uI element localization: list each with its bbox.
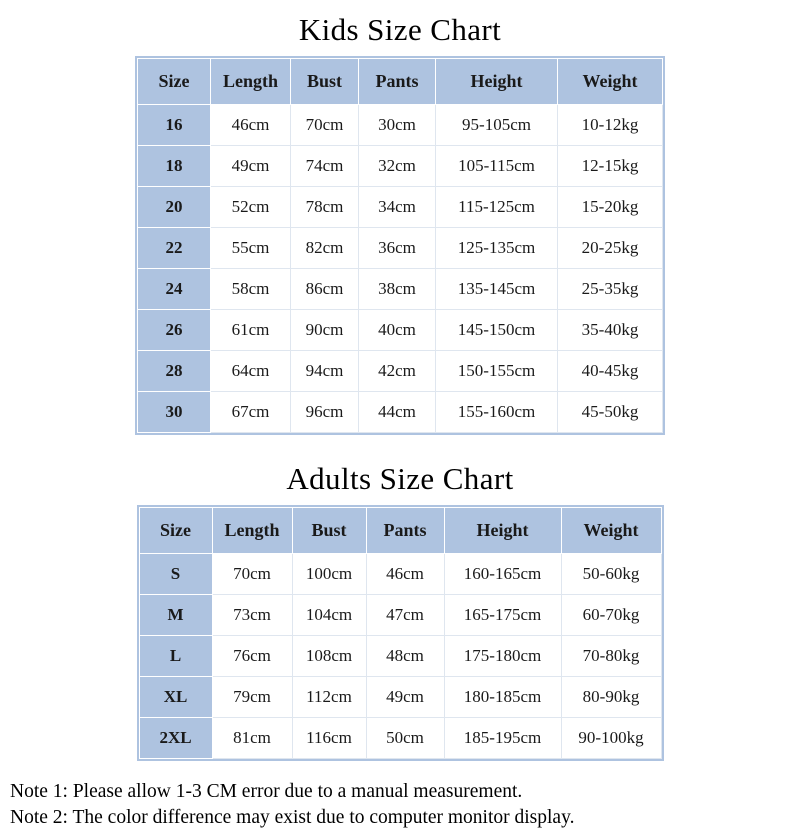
cell-size: 16 [138, 105, 211, 146]
cell-length: 46cm [211, 105, 291, 146]
cell-length: 76cm [212, 636, 292, 677]
note-measurement-error: Note 1: Please allow 1-3 CM error due to a manual measurement. [10, 781, 523, 802]
column-header-size: Size [139, 508, 212, 554]
cell-length: 81cm [212, 718, 292, 759]
cell-pants: 36cm [359, 228, 436, 269]
cell-height: 175-180cm [444, 636, 561, 677]
cell-bust: 112cm [292, 677, 366, 718]
cell-height: 145-150cm [436, 310, 558, 351]
cell-weight: 70-80kg [561, 636, 661, 677]
table-row [138, 228, 663, 269]
cell-size: 24 [138, 269, 211, 310]
column-header-height: Height [436, 59, 558, 105]
table-row [138, 269, 663, 310]
cell-size: 20 [138, 187, 211, 228]
cell-weight: 45-50kg [558, 392, 663, 433]
cell-size: L [139, 636, 212, 677]
cell-size: M [139, 595, 212, 636]
cell-size: 28 [138, 351, 211, 392]
adults-size-table [139, 507, 662, 759]
note-color-difference: Note 2: The color difference may exist due to computer monitor display. [10, 807, 575, 829]
cell-length: 52cm [211, 187, 291, 228]
table-row [139, 554, 661, 595]
cell-weight: 80-90kg [561, 677, 661, 718]
cell-weight: 35-40kg [558, 310, 663, 351]
cell-bust: 90cm [291, 310, 359, 351]
cell-pants: 46cm [366, 554, 444, 595]
cell-pants: 32cm [359, 146, 436, 187]
cell-size: 2XL [139, 718, 212, 759]
column-header-pants: Pants [359, 59, 436, 105]
column-header-pants: Pants [366, 508, 444, 554]
cell-bust: 96cm [291, 392, 359, 433]
column-header-height: Height [444, 508, 561, 554]
column-header-bust: Bust [292, 508, 366, 554]
cell-bust: 78cm [291, 187, 359, 228]
cell-bust: 116cm [292, 718, 366, 759]
cell-length: 55cm [211, 228, 291, 269]
kids-size-table [137, 58, 663, 433]
table-header-row [139, 508, 661, 554]
cell-size: S [139, 554, 212, 595]
cell-length: 70cm [212, 554, 292, 595]
cell-weight: 50-60kg [561, 554, 661, 595]
table-row [138, 310, 663, 351]
cell-weight: 15-20kg [558, 187, 663, 228]
cell-height: 165-175cm [444, 595, 561, 636]
adults-chart-title: Adults Size Chart [286, 461, 514, 496]
column-header-weight: Weight [561, 508, 661, 554]
column-header-length: Length [212, 508, 292, 554]
cell-height: 115-125cm [436, 187, 558, 228]
cell-weight: 60-70kg [561, 595, 661, 636]
cell-pants: 34cm [359, 187, 436, 228]
cell-pants: 38cm [359, 269, 436, 310]
table-header-row [138, 59, 663, 105]
cell-length: 67cm [211, 392, 291, 433]
cell-weight: 25-35kg [558, 269, 663, 310]
cell-height: 150-155cm [436, 351, 558, 392]
kids-chart-title: Kids Size Chart [298, 12, 502, 47]
cell-size: XL [139, 677, 212, 718]
table-row [138, 392, 663, 433]
table-row [138, 187, 663, 228]
cell-length: 73cm [212, 595, 292, 636]
cell-height: 160-165cm [444, 554, 561, 595]
cell-size: 22 [138, 228, 211, 269]
table-row [138, 351, 663, 392]
cell-pants: 48cm [366, 636, 444, 677]
notes-section [0, 779, 800, 832]
column-header-length: Length [211, 59, 291, 105]
cell-height: 125-135cm [436, 228, 558, 269]
cell-bust: 86cm [291, 269, 359, 310]
cell-bust: 70cm [291, 105, 359, 146]
cell-size: 30 [138, 392, 211, 433]
cell-length: 49cm [211, 146, 291, 187]
cell-size: 26 [138, 310, 211, 351]
table-row [139, 718, 661, 759]
cell-pants: 49cm [366, 677, 444, 718]
cell-size: 18 [138, 146, 211, 187]
column-header-size: Size [138, 59, 211, 105]
cell-weight: 20-25kg [558, 228, 663, 269]
cell-weight: 12-15kg [558, 146, 663, 187]
cell-bust: 100cm [292, 554, 366, 595]
cell-length: 58cm [211, 269, 291, 310]
cell-height: 155-160cm [436, 392, 558, 433]
cell-weight: 90-100kg [561, 718, 661, 759]
table-row [139, 636, 661, 677]
cell-length: 64cm [211, 351, 291, 392]
table-row [138, 146, 663, 187]
cell-length: 61cm [211, 310, 291, 351]
cell-bust: 82cm [291, 228, 359, 269]
table-row [139, 595, 661, 636]
cell-pants: 44cm [359, 392, 436, 433]
cell-weight: 40-45kg [558, 351, 663, 392]
cell-pants: 42cm [359, 351, 436, 392]
cell-bust: 94cm [291, 351, 359, 392]
cell-pants: 50cm [366, 718, 444, 759]
kids-table-wrapper [135, 56, 665, 435]
cell-pants: 30cm [359, 105, 436, 146]
table-row [138, 105, 663, 146]
cell-bust: 104cm [292, 595, 366, 636]
column-header-bust: Bust [291, 59, 359, 105]
cell-height: 185-195cm [444, 718, 561, 759]
cell-height: 105-115cm [436, 146, 558, 187]
cell-height: 135-145cm [436, 269, 558, 310]
table-row [139, 677, 661, 718]
cell-length: 79cm [212, 677, 292, 718]
cell-weight: 10-12kg [558, 105, 663, 146]
adults-table-wrapper [137, 505, 664, 761]
cell-bust: 108cm [292, 636, 366, 677]
cell-bust: 74cm [291, 146, 359, 187]
cell-pants: 40cm [359, 310, 436, 351]
cell-pants: 47cm [366, 595, 444, 636]
column-header-weight: Weight [558, 59, 663, 105]
cell-height: 180-185cm [444, 677, 561, 718]
cell-height: 95-105cm [436, 105, 558, 146]
